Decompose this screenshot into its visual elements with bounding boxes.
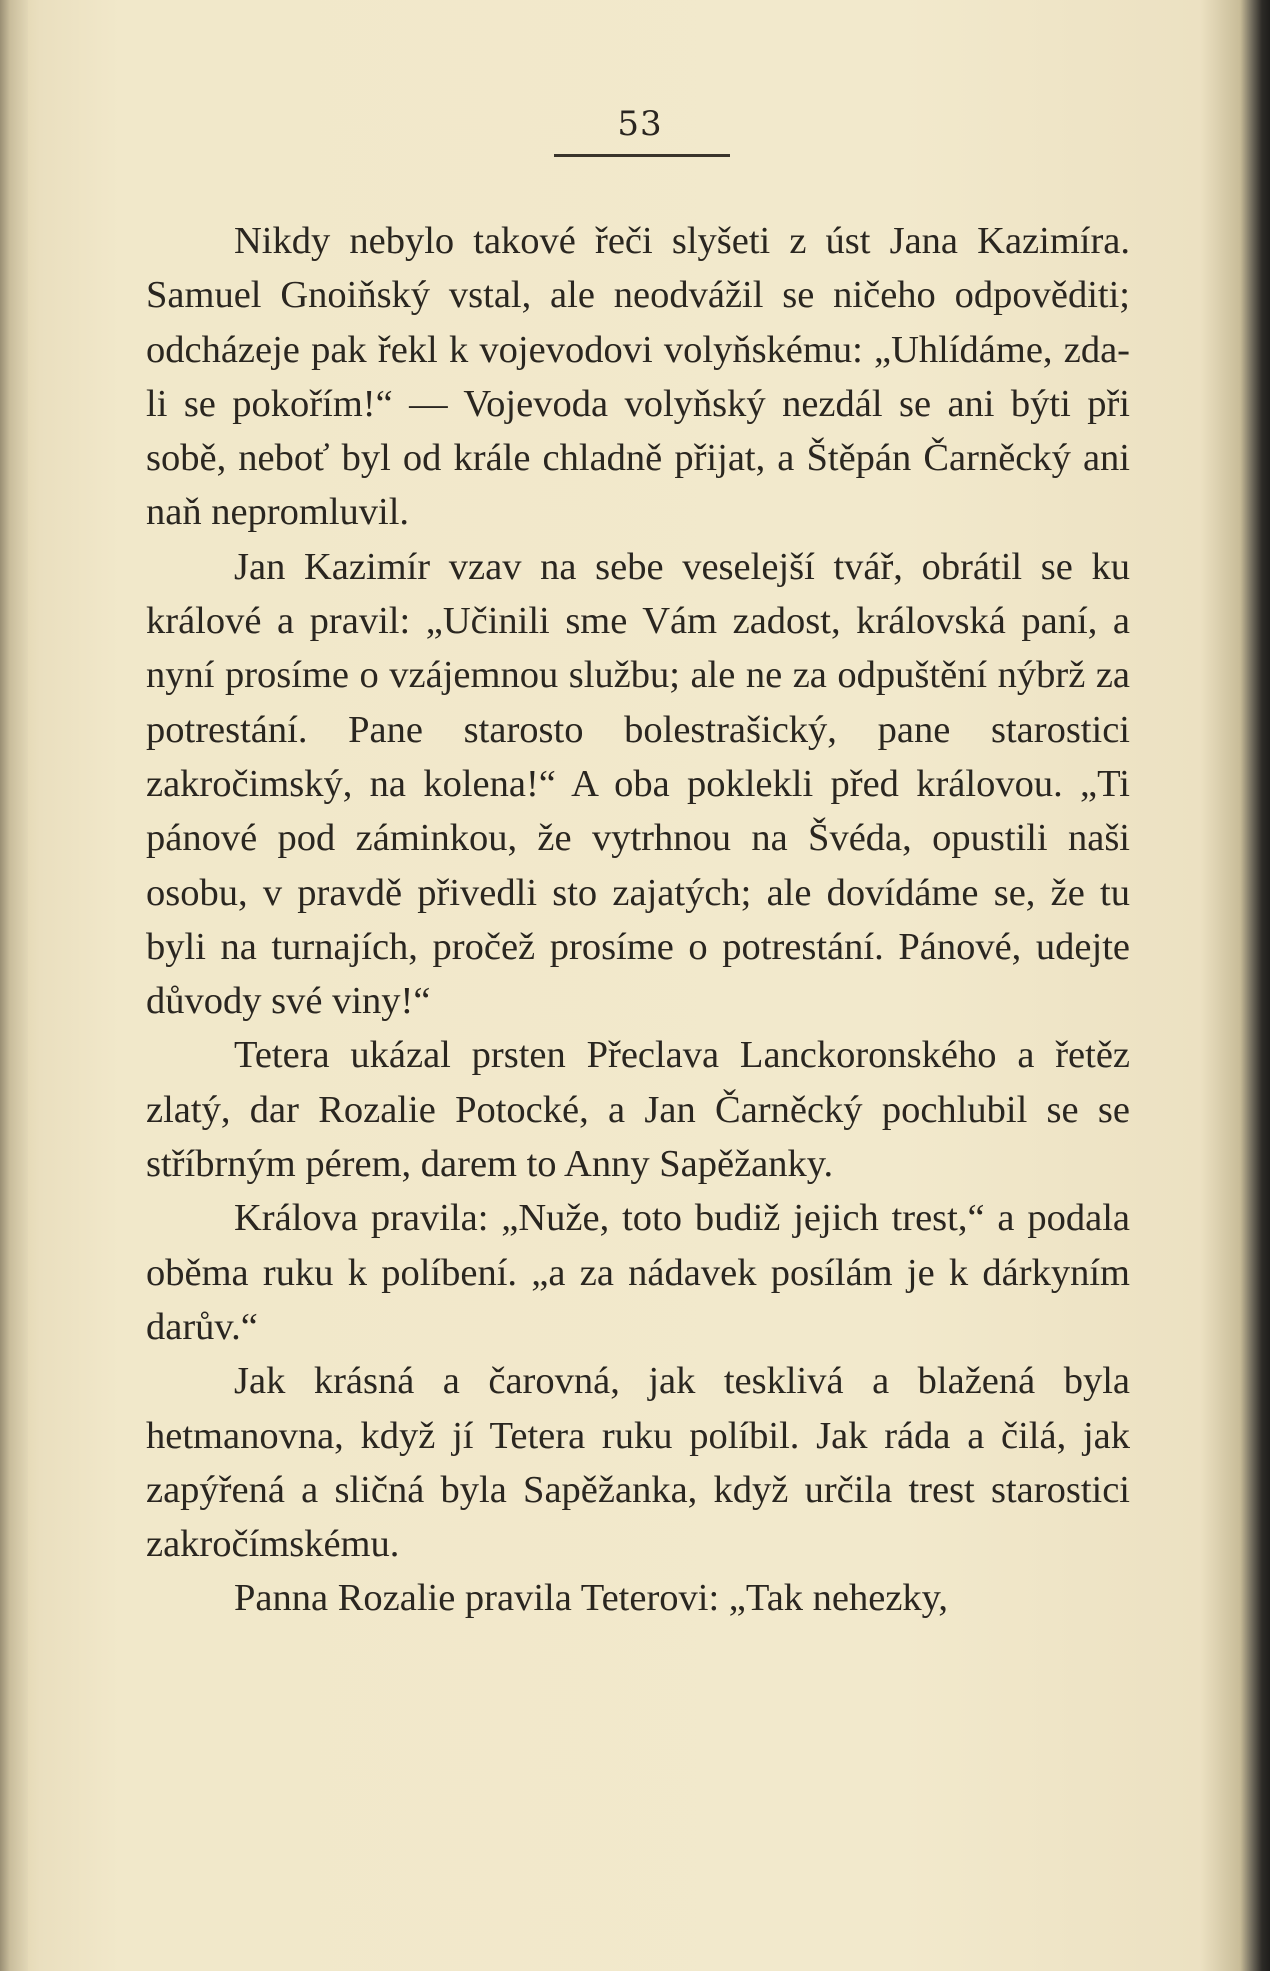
body-text bbox=[146, 214, 1130, 1626]
paragraph-5: Jak krásná a čarovná, jak tesklivá a blažená byla hetmanovna, když jí Tetera ruku políbil. Jak ráda a čilá, jak zapýřená a sličná byla Sapěžanka, když určila trest starostici zakročímskému. bbox=[146, 1360, 1130, 1566]
paragraph-1: Nikdy nebylo takové řeči slyšeti z úst Jana Kazimíra. Samuel Gnoiňský vstal, ale neodvážil se ničeho odpověditi; odcházeje pak řekl k vojevodovi volyňskému: „Uhlídáme, zda-li se pokořím!“ — Vojevoda volyňský nezdál se ani býti při sobě, neboť byl od krále chladně přijat, a Štěpán Čarněcký ani naň nepromluvil. bbox=[146, 220, 1130, 534]
paragraph-6: Panna Rozalie pravila Teterovi: „Tak nehezky, bbox=[234, 1577, 949, 1620]
paragraph-3: Tetera ukázal prsten Přeclava Lanckoronského a řetěz zlatý, dar Rozalie Potocké, a Jan Čarněcký pochlubil se se stříbrným pérem, darem to Anny Sapěžanky. bbox=[146, 1034, 1130, 1186]
paragraph-2: Jan Kazimír vzav na sebe veselejší tvář, obrátil se ku králové a pravil: „Učinili sme Vám zadost, královská paní, a nyní prosíme o vzájemnou službu; ale ne za odpuštění nýbrž za potrestání. Pane starosto bolestrašický, pane starostici zakročimský, na kolena!“ A oba poklekli před královou. „Ti pánové pod záminkou, že vytrhnou na Švéda, opustili naši osobu, v pravdě přivedli sto zajatých; ale dovídáme se, že tu byli na turnajích, pročež prosíme o potrestání. Pánové, udejte důvody své viny!“ bbox=[146, 545, 1130, 1023]
page-number: 53 bbox=[617, 104, 663, 144]
binding-edge bbox=[0, 0, 28, 1971]
paragraph-4: Králova pravila: „Nuže, toto budiž jejich trest,“ a podala oběma ruku k políbení. „a za nádavek posílám je k dárkyním darův.“ bbox=[146, 1197, 1130, 1348]
page-number-rule bbox=[554, 154, 730, 157]
